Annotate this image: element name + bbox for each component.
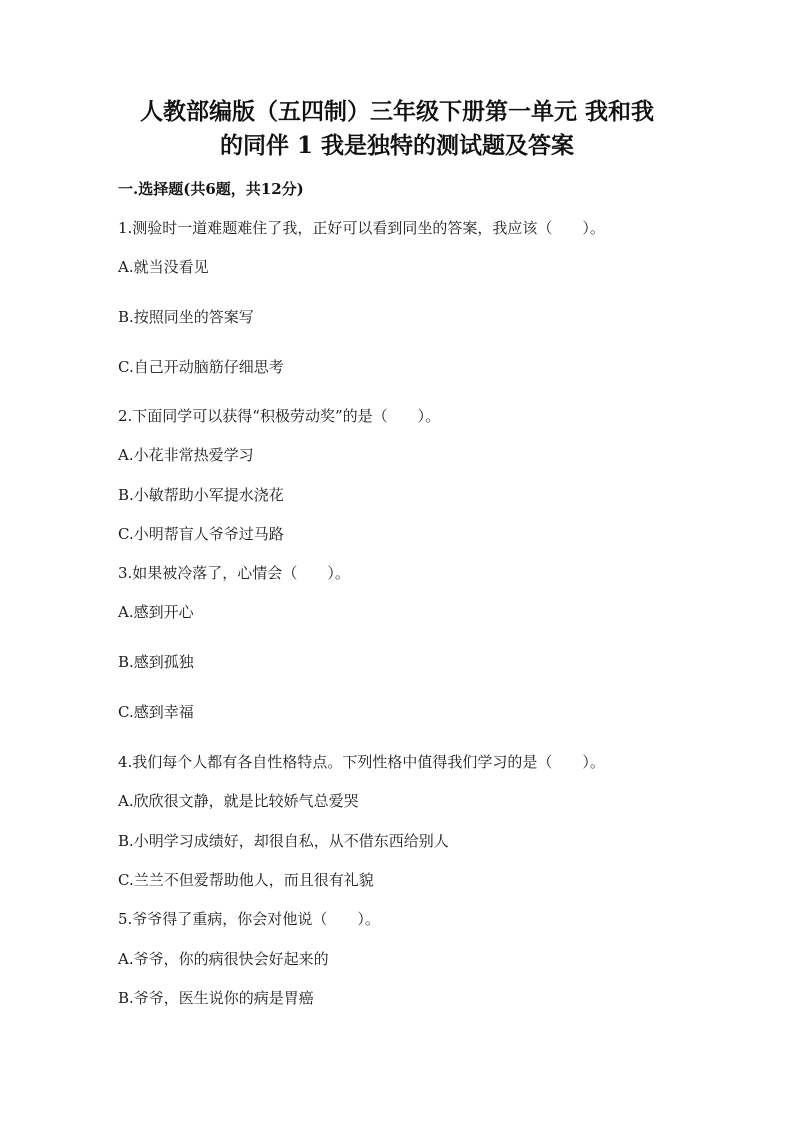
answer-option: C.兰兰不但爱帮助他人，而且很有礼貌 (118, 871, 374, 889)
answer-option: B.爷爷，医生说你的病是胃癌 (118, 989, 314, 1007)
answer-option: A.欣欣很文静，就是比较娇气总爱哭 (118, 792, 359, 810)
answer-option: A.小花非常热爱学习 (118, 446, 254, 464)
question-stem: 2.下面同学可以获得“积极劳动奖”的是（ ）。 (118, 407, 441, 425)
answer-option: A.爷爷，你的病很快会好起来的 (118, 950, 329, 968)
answer-option: C.感到幸福 (118, 703, 194, 721)
answer-option: B.感到孤独 (118, 653, 194, 671)
answer-option: B.按照同坐的答案写 (118, 308, 254, 326)
answer-option: A.感到开心 (118, 603, 194, 621)
answer-option: C.小明帮盲人爷爷过马路 (118, 525, 284, 543)
question-stem: 3.如果被冷落了，心情会（ ）。 (118, 564, 350, 582)
section-heading: 一.选择题(共6题，共12分) (118, 180, 304, 198)
answer-option: A.就当没看见 (118, 258, 209, 276)
answer-option: B.小敏帮助小军提水浇花 (118, 486, 284, 504)
answer-option: C.自己开动脑筋仔细思考 (118, 358, 284, 376)
question-stem: 5.爷爷得了重病，你会对他说（ ）。 (118, 910, 380, 928)
question-stem: 1.测验时一道难题难住了我，正好可以看到同坐的答案，我应该（ ）。 (118, 219, 605, 237)
document-title-line-2: 的同伴 1 我是独特的测试题及答案 (219, 132, 575, 159)
document-title-line-1: 人教部编版（五四制）三年级下册第一单元 我和我 (139, 98, 654, 125)
question-stem: 4.我们每个人都有各自性格特点。下列性格中值得我们学习的是（ ）。 (118, 753, 605, 771)
answer-option: B.小明学习成绩好，却很自私，从不借东西给别人 (118, 832, 449, 850)
